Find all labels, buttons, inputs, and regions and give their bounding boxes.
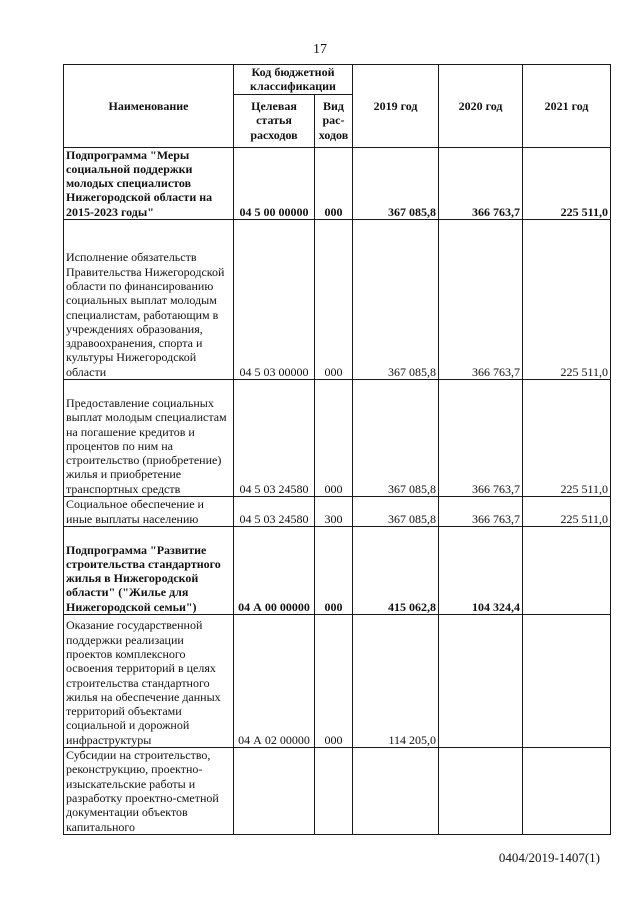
row-value-2019: 367 085,8 [353, 220, 439, 380]
row-name: Исполнение обязательств Правительства Нижегородской области по финансированию социальных выплат молодым специалистам, работающим в учреждениях образования, здравоохранения, спорта и культуры Нижегородской области [64, 220, 234, 380]
row-value-2021: 225 511,0 [523, 147, 611, 219]
row-type-code: 300 [315, 497, 353, 527]
table-row [64, 220, 611, 380]
table-row [64, 380, 611, 497]
row-name: Субсидии на строительство, реконструкцию, проектно-изыскательские работы и разработку проектно-сметной документации объектов капитального [64, 748, 234, 835]
row-value-2019: 367 085,8 [353, 380, 439, 497]
row-value-2021 [523, 615, 611, 748]
row-name: Подпрограмма "Меры социальной поддержки молодых специалистов Нижегородской области на 2015-2023 годы" [64, 147, 234, 219]
row-target-code: 04 5 03 24580 [234, 497, 315, 527]
row-target-code: 04 А 02 00000 [234, 615, 315, 748]
page-number: 17 [313, 42, 327, 57]
row-value-2020 [439, 615, 523, 748]
row-value-2020: 366 763,7 [439, 380, 523, 497]
row-name: Оказание государственной поддержки реализации проектов комплексного освоения территорий в целях строительства стандартного жилья на обеспечение данных территорий объектами социальной и дорожной инфраструктуры [64, 615, 234, 748]
row-value-2020: 366 763,7 [439, 497, 523, 527]
table-row [64, 615, 611, 748]
row-name: Подпрограмма "Развитие строительства стандартного жилья в Нижегородской области" ("Жилье для Нижегородской семьи") [64, 527, 234, 615]
row-value-2019: 415 062,8 [353, 527, 439, 615]
row-value-2020: 366 763,7 [439, 147, 523, 219]
header-2021: 2021 год [523, 65, 611, 148]
header-2019: 2019 год [353, 65, 439, 148]
budget-table [63, 64, 611, 835]
row-value-2021 [523, 527, 611, 615]
row-name: Предоставление социальных выплат молодым специалистам на погашение кредитов и процентов по ним на строительство (приобретение) жилья и приобретение транспортных средств [64, 380, 234, 497]
document-id: 0404/2019-1407(1) [498, 850, 600, 865]
row-value-2021: 225 511,0 [523, 497, 611, 527]
row-target-code: 04 А 00 00000 [234, 527, 315, 615]
row-value-2021: 225 511,0 [523, 220, 611, 380]
table-row [64, 497, 611, 527]
row-value-2019 [353, 748, 439, 835]
table-row [64, 147, 611, 219]
row-type-code: 000 [315, 527, 353, 615]
row-type-code: 000 [315, 147, 353, 219]
header-2020: 2020 год [439, 65, 523, 148]
row-value-2019: 367 085,8 [353, 497, 439, 527]
row-value-2021 [523, 748, 611, 835]
row-target-code [234, 748, 315, 835]
row-type-code [315, 748, 353, 835]
table-row [64, 527, 611, 615]
header-name: Наименование [64, 65, 234, 148]
row-type-code: 000 [315, 615, 353, 748]
header-target-item: Целевая статья расходов [234, 94, 315, 147]
header-expense-type: Вид рас-ходов [315, 94, 353, 147]
row-value-2019: 367 085,8 [353, 147, 439, 219]
row-type-code: 000 [315, 220, 353, 380]
row-value-2020 [439, 748, 523, 835]
row-value-2021: 225 511,0 [523, 380, 611, 497]
row-target-code: 04 5 03 24580 [234, 380, 315, 497]
row-value-2020: 104 324,4 [439, 527, 523, 615]
table-row [64, 748, 611, 835]
row-value-2019: 114 205,0 [353, 615, 439, 748]
row-name: Социальное обеспечение и иные выплаты населению [64, 497, 234, 527]
header-classification: Код бюджетной классификации [234, 65, 353, 95]
row-value-2020: 366 763,7 [439, 220, 523, 380]
row-type-code: 000 [315, 380, 353, 497]
row-target-code: 04 5 03 00000 [234, 220, 315, 380]
row-target-code: 04 5 00 00000 [234, 147, 315, 219]
header-row [64, 65, 611, 95]
